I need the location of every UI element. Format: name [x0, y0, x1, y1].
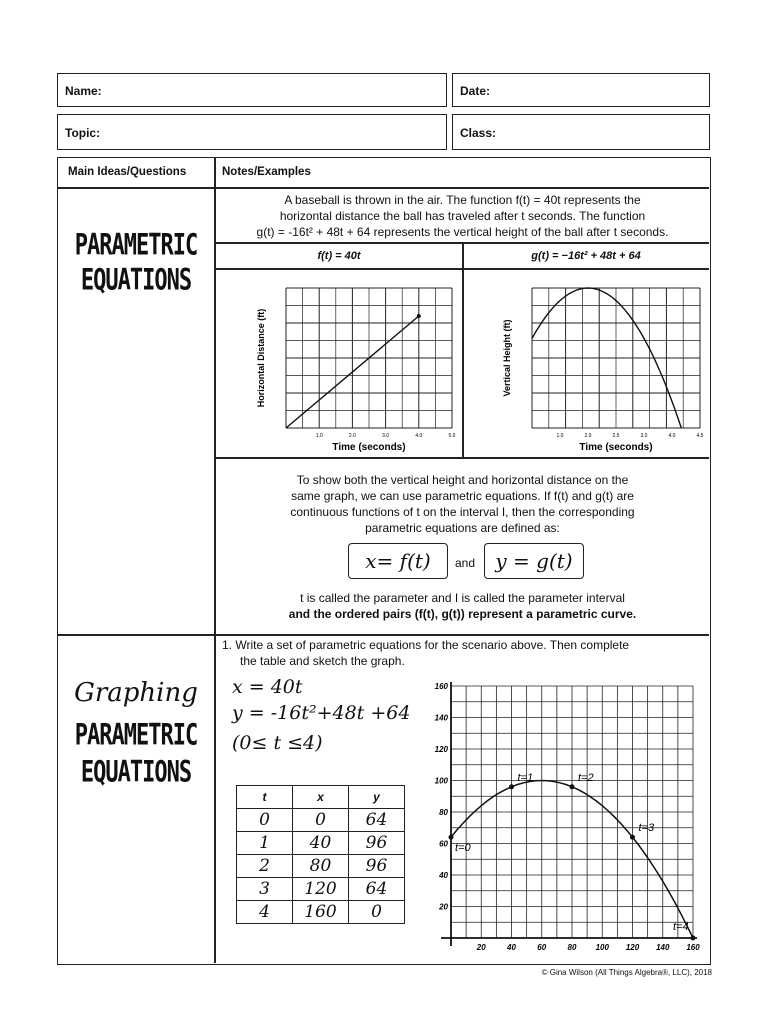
x-tick-label: 80 [567, 943, 577, 952]
cell: 3 [237, 878, 293, 901]
cell: 0 [237, 809, 293, 832]
cell: 64 [349, 878, 405, 901]
values-table [236, 785, 405, 924]
cell: 120 [293, 878, 349, 901]
column-divider [214, 158, 216, 963]
x-equation-box: x= f(t) [348, 543, 448, 579]
copyright-footer: © Gina Wilson (All Things Algebra®, LLC), 2018 [541, 968, 712, 977]
cell: 4 [237, 901, 293, 924]
vertical-height-chart [498, 276, 708, 454]
x-tick-label: 4.5 [696, 433, 704, 439]
data-point [630, 835, 635, 840]
point-label: t=4 [673, 921, 689, 933]
table-row [237, 878, 405, 901]
y-tick-label: 20 [439, 902, 448, 912]
x-tick-label: 2.5 [612, 433, 620, 439]
column-header-main-ideas: Main Ideas/Questions [68, 166, 187, 178]
cell: 2 [237, 855, 293, 878]
table-header-x: x [293, 786, 349, 809]
topic-label: Topic: [65, 126, 101, 140]
y-axis-label: Horizontal Distance (ft) [256, 308, 266, 408]
table-header-t: t [237, 786, 293, 809]
x-tick-label: 60 [537, 943, 547, 952]
intro-line2: horizontal distance the ball has traveled after t seconds. The function [279, 209, 646, 223]
intro-line1: A baseball is thrown in the air. The function f(t) = 40t represents the [284, 193, 641, 207]
y-tick-label: 140 [434, 713, 448, 723]
date-label: Date: [460, 84, 491, 98]
x-tick-label: 2.0 [348, 433, 356, 439]
column-header-notes: Notes/Examples [222, 166, 311, 178]
y-tick-label: 120 [434, 745, 448, 754]
x-tick-label: 40 [507, 943, 516, 952]
x-tick-label: 120 [625, 943, 640, 952]
cell: 80 [293, 855, 349, 878]
data-point [570, 784, 575, 789]
data-point [691, 936, 696, 941]
def-line2: same graph, we can use parametric equations. If f(t) and g(t) are [291, 489, 634, 503]
graph1-title: f(t) = 40t [317, 250, 361, 262]
section1-title-line2: EQUATIONS [80, 263, 192, 298]
intro-line3: g(t) = -16t² + 48t + 64 represents the vertical height of the ball after t seconds. [256, 225, 669, 239]
x-tick-label: 160 [686, 943, 700, 952]
graph2-title: g(t) = −16t² + 48t + 64 [531, 250, 641, 262]
and-word: and [454, 556, 476, 570]
answer-interval: (0≤ t ≤4) [232, 732, 323, 754]
x-tick-label: 20 [476, 943, 486, 952]
y-tick-label: 40 [439, 871, 448, 880]
y-tick-label: 60 [439, 839, 448, 849]
point-label: t=3 [638, 822, 655, 835]
def-line3: continuous functions of t on the interval I, then the corresponding [290, 505, 635, 519]
data-point [449, 835, 454, 840]
prompt-line2: the table and sketch the graph. [240, 654, 405, 668]
def-line4: parametric equations are defined as: [365, 521, 560, 535]
cell: 96 [349, 832, 405, 855]
prompt-line1: 1. Write a set of parametric equations for the scenario above. Then complete [222, 638, 630, 652]
table-row [237, 809, 405, 832]
date-box [452, 73, 710, 107]
definition-row-top [215, 457, 709, 459]
y-axis-label: Vertical Height (ft) [502, 319, 512, 397]
x-tick-label: 1.0 [556, 433, 564, 439]
cell: 0 [293, 809, 349, 832]
cell: 0 [349, 901, 405, 924]
class-box [452, 114, 710, 150]
x-tick-label: 4.0 [668, 433, 676, 439]
cell: 40 [293, 832, 349, 855]
answer-y: y = -16t²+48t +64 [232, 702, 411, 724]
class-label: Class: [460, 126, 497, 140]
section1-title-line1: PARAMETRIC [74, 228, 198, 263]
x-axis-label: Time (seconds) [579, 442, 653, 453]
table-header-y: y [349, 786, 405, 809]
y-tick-label: 160 [434, 682, 448, 691]
data-point [509, 784, 514, 789]
table-row [237, 832, 405, 855]
table-row [237, 855, 405, 878]
point-label: t=0 [455, 842, 471, 855]
y-tick-label: 100 [434, 776, 448, 786]
y-tick-label: 80 [439, 808, 448, 817]
y-equation-box: y = g(t) [484, 543, 584, 579]
cell: 1 [237, 832, 293, 855]
horizontal-distance-chart [248, 276, 458, 454]
cell: 96 [349, 855, 405, 878]
section2-title-line2: EQUATIONS [80, 755, 192, 790]
def-line1: To show both the vertical height and horizontal distance on the [296, 473, 629, 487]
x-tick-label: 4.0 [415, 433, 423, 439]
graph-col-divider [462, 242, 464, 458]
param-line2: and the ordered pairs (f(t), g(t)) represent a parametric curve. [288, 607, 637, 621]
x-axis-label: Time (seconds) [332, 442, 406, 453]
cell: 64 [349, 809, 405, 832]
cell: 160 [293, 901, 349, 924]
parametric-curve-chart [415, 680, 705, 960]
x-tick-label: 3.0 [640, 433, 648, 439]
point-label: t=2 [578, 771, 594, 784]
table-row [237, 901, 405, 924]
section2-title-line1: PARAMETRIC [74, 718, 198, 753]
param-line1: t is called the parameter and I is called the parameter interval [300, 591, 625, 605]
x-tick-label: 2.0 [584, 433, 592, 439]
x-tick-label: 140 [656, 943, 670, 952]
section2-title-hand: Graphing [74, 678, 198, 708]
x-tick-label: 5.0 [448, 433, 456, 439]
name-label: Name: [65, 84, 102, 98]
notes-table [57, 157, 711, 965]
section-divider [58, 634, 709, 636]
x-tick-label: 100 [595, 943, 609, 952]
name-box [57, 73, 447, 107]
topic-box [57, 114, 447, 150]
point-label: t=1 [517, 771, 534, 784]
x-tick-label: 1.0 [315, 433, 323, 439]
answer-x: x = 40t [232, 676, 303, 698]
x-tick-label: 3.0 [382, 433, 390, 439]
header-divider [58, 187, 709, 189]
